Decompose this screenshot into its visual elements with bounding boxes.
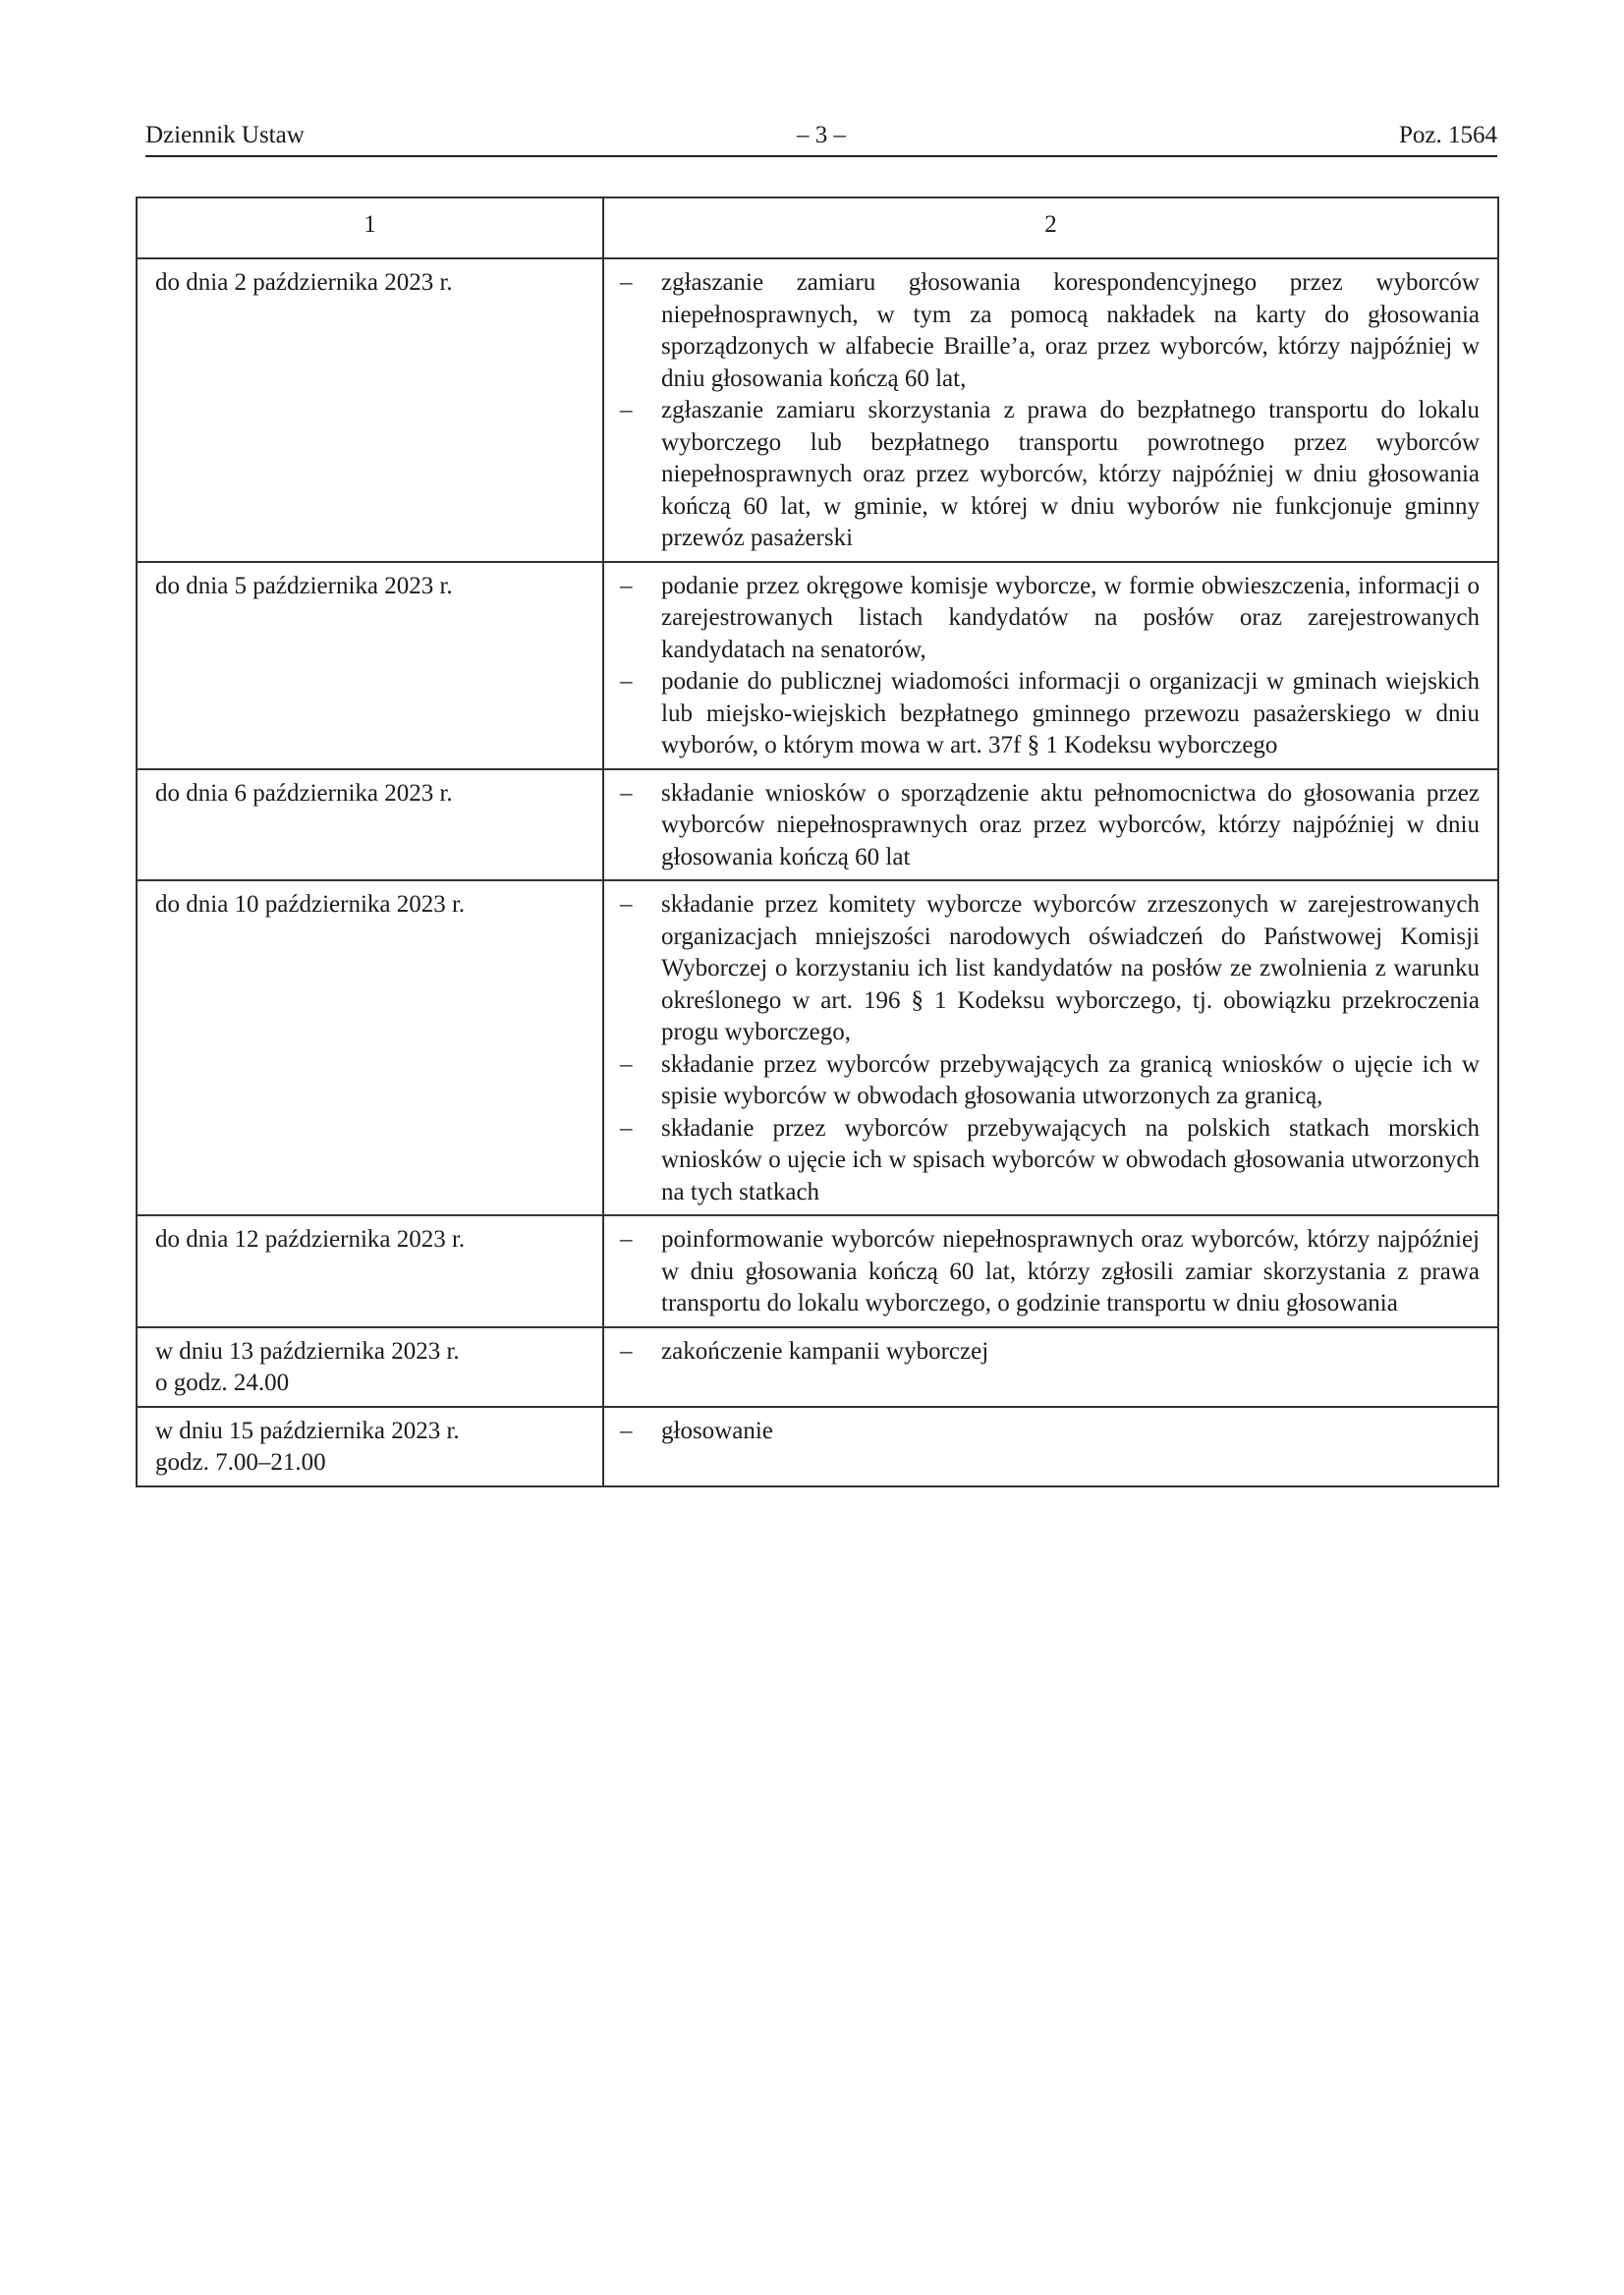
dash-bullet-icon: – bbox=[620, 1337, 633, 1365]
list-item bbox=[620, 889, 1480, 1049]
dash-bullet-icon: – bbox=[620, 1114, 633, 1142]
list-item bbox=[620, 666, 1480, 762]
action-text: składanie przez wyborców przebywających za granicą wniosków o ujęcie ich w spisie wyborców w obwodach głosowania utworzonych za granicą, bbox=[661, 1050, 1480, 1109]
action-list bbox=[620, 1336, 1480, 1369]
list-item bbox=[620, 395, 1480, 555]
list-item bbox=[620, 778, 1480, 874]
election-actions bbox=[603, 258, 1498, 562]
deadline-date: w dniu 15 października 2023 r. godz. 7.00–21.00 bbox=[137, 1407, 603, 1486]
list-item bbox=[620, 571, 1480, 667]
list-item bbox=[620, 1416, 1480, 1448]
table-row bbox=[137, 1327, 1498, 1407]
deadline-date: do dnia 2 października 2023 r. bbox=[137, 258, 603, 562]
election-actions bbox=[603, 562, 1498, 769]
table-row bbox=[137, 880, 1498, 1215]
action-text: głosowanie bbox=[661, 1417, 773, 1444]
table-row bbox=[137, 562, 1498, 769]
dash-bullet-icon: – bbox=[620, 397, 633, 423]
list-item bbox=[620, 1336, 1480, 1369]
election-schedule-table bbox=[136, 196, 1499, 1487]
action-text: składanie przez wyborców przebywających na polskich statkach morskich wniosków o ujęcie ich w spisach wyborców w obwodach głosowania utworzonych na tych statkach bbox=[661, 1114, 1480, 1205]
dash-bullet-icon: – bbox=[620, 779, 633, 807]
table-row bbox=[137, 1215, 1498, 1327]
dash-bullet-icon: – bbox=[620, 572, 633, 599]
action-text: poinformowanie wyborców niepełnosprawnych oraz wyborców, którzy najpóźniej w dniu głosowania kończą 60 lat, którzy zgłosili zamiar skorzystania z prawa transportu do lokalu wyborczego, o godzinie transportu w dniu głosowania bbox=[661, 1226, 1480, 1316]
dash-bullet-icon: – bbox=[620, 1050, 633, 1078]
list-item bbox=[620, 1049, 1480, 1113]
table-row bbox=[137, 769, 1498, 881]
action-text: podanie do publicznej wiadomości informacji o organizacji w gminach wiejskich lub miejsko-wiejskich bezpłatnego gminnego przewozu pasażerskiego w dniu wyborów, o którym mowa w art. 37f § 1 Kodeksu wyborczego bbox=[661, 668, 1480, 758]
table-header-row bbox=[137, 197, 1498, 258]
action-list bbox=[620, 267, 1480, 555]
table-row bbox=[137, 1407, 1498, 1486]
action-list bbox=[620, 778, 1480, 874]
action-text: zakończenie kampanii wyborczej bbox=[661, 1337, 989, 1365]
election-actions bbox=[603, 769, 1498, 881]
deadline-date: do dnia 6 października 2023 r. bbox=[137, 769, 603, 881]
column-header-2: 2 bbox=[603, 197, 1498, 258]
action-text: składanie wniosków o sporządzenie aktu pełnomocnictwa do głosowania przez wyborców niepełnosprawnych oraz przez wyborców, którzy najpóźniej w dniu głosowania kończą 60 lat bbox=[661, 779, 1480, 870]
action-list bbox=[620, 571, 1480, 762]
list-item bbox=[620, 267, 1480, 395]
list-item bbox=[620, 1113, 1480, 1209]
journal-title: Dziennik Ustaw bbox=[145, 122, 305, 148]
action-text: zgłaszanie zamiaru skorzystania z prawa do bezpłatnego transportu do lokalu wyborczego lub bezpłatnego transportu powrotnego przez wyborców niepełnosprawnych oraz przez wyborców, którzy najpóźniej w dniu głosowania kończą 60 lat, w gminie, w której w dniu wyborów nie funkcjonuje gminny przewóz pasażerski bbox=[661, 397, 1480, 551]
dash-bullet-icon: – bbox=[620, 1226, 633, 1253]
column-header-1: 1 bbox=[137, 197, 603, 258]
deadline-date: do dnia 10 października 2023 r. bbox=[137, 880, 603, 1215]
page-number: – 3 – bbox=[797, 122, 846, 148]
action-text: składanie przez komitety wyborcze wyborców zrzeszonych w zarejestrowanych organizacjach mniejszości narodowych oświadczeń do Państwowej Komisji Wyborczej o korzystaniu ich list kandydatów na posłów ze zwolnienia z warunku określonego w art. 196 § 1 Kodeksu wyborczego, tj. obowiązku przekroczenia progu wyborczego, bbox=[661, 891, 1480, 1045]
dash-bullet-icon: – bbox=[620, 269, 633, 296]
election-actions bbox=[603, 1407, 1498, 1486]
deadline-date: w dniu 13 października 2023 r. o godz. 24.00 bbox=[137, 1327, 603, 1407]
action-list bbox=[620, 1224, 1480, 1320]
deadline-date: do dnia 5 października 2023 r. bbox=[137, 562, 603, 769]
action-text: podanie przez okręgowe komisje wyborcze, w formie obwieszczenia, informacji o zarejestrowanych listach kandydatów na posłów oraz zarejestrowanych kandydatach na senatorów, bbox=[661, 572, 1480, 663]
election-actions bbox=[603, 1327, 1498, 1407]
election-actions bbox=[603, 1215, 1498, 1327]
dash-bullet-icon: – bbox=[620, 891, 633, 918]
dash-bullet-icon: – bbox=[620, 1417, 633, 1444]
election-actions bbox=[603, 880, 1498, 1215]
action-list bbox=[620, 889, 1480, 1208]
list-item bbox=[620, 1224, 1480, 1320]
position-number: Poz. 1564 bbox=[1399, 122, 1497, 148]
table-row bbox=[137, 258, 1498, 562]
dash-bullet-icon: – bbox=[620, 668, 633, 695]
table-body bbox=[137, 258, 1498, 1486]
deadline-date: do dnia 12 października 2023 r. bbox=[137, 1215, 603, 1327]
page-header bbox=[145, 122, 1497, 157]
action-list bbox=[620, 1416, 1480, 1448]
action-text: zgłaszanie zamiaru głosowania korespondencyjnego przez wyborców niepełnosprawnych, w tym za pomocą nakładek na karty do głosowania sporządzonych w alfabecie Braille’a, oraz przez wyborców, którzy najpóźniej w dniu głosowania kończą 60 lat, bbox=[661, 269, 1480, 392]
